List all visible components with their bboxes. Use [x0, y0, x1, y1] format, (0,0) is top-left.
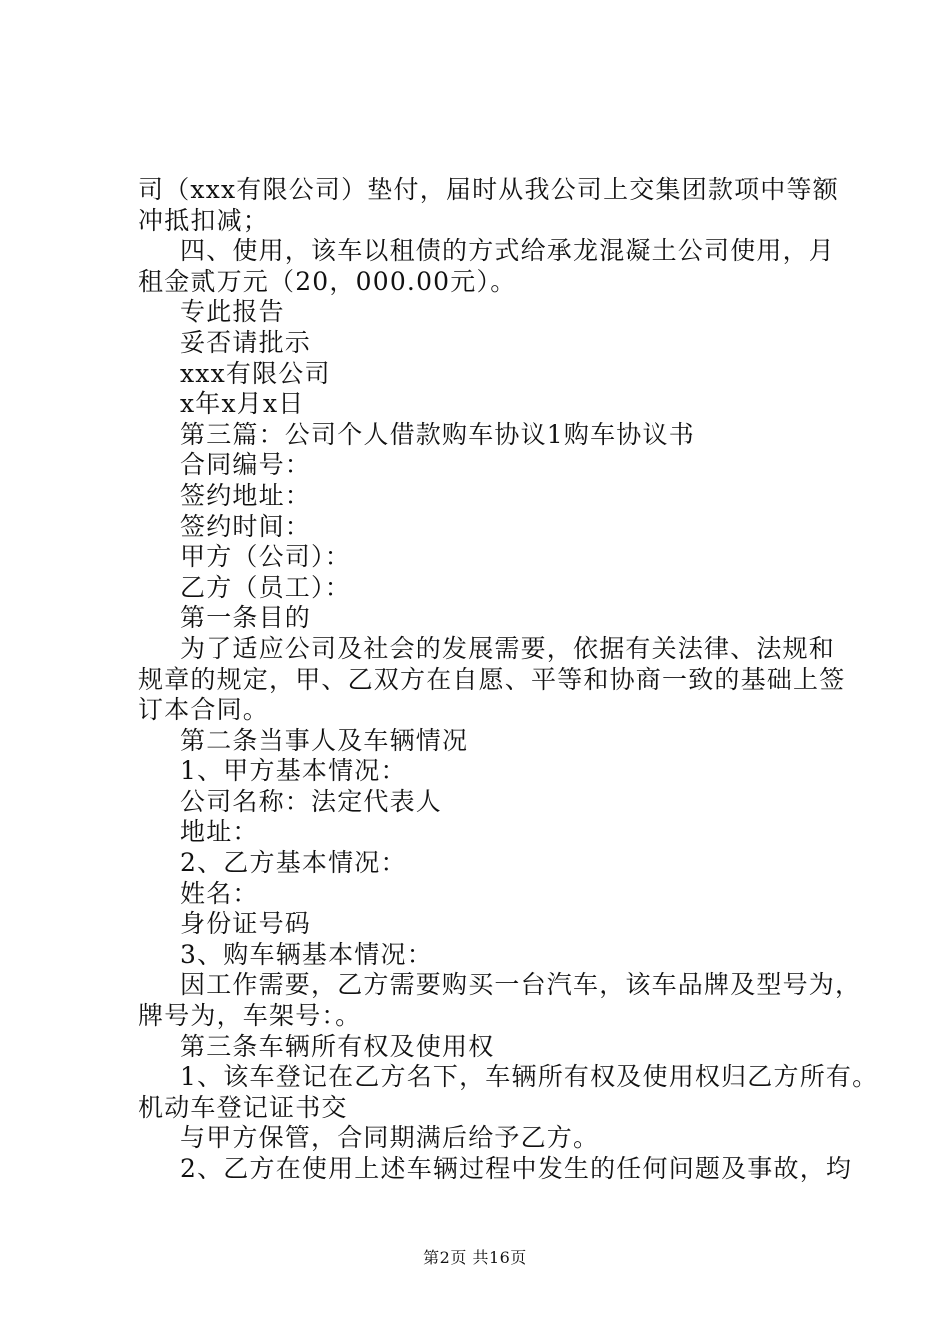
text-line: 租金贰万元（20，000.00元）。	[138, 266, 517, 296]
text-line: 身份证号码	[180, 909, 312, 939]
document-body	[138, 175, 879, 1185]
text-line: 签约时间：	[180, 511, 312, 541]
text-line: 合同编号：	[180, 450, 312, 480]
text-line: 因工作需要，乙方需要购买一台汽车，该车品牌及型号为，	[180, 970, 862, 1000]
text-line: 司（xxx有限公司）垫付，届时从我公司上交集团款项中等额	[138, 175, 839, 204]
text-line: 乙方（员工）：	[180, 572, 351, 602]
text-line: 专此报告	[180, 297, 285, 327]
text-line: 四、使用，该车以租债的方式给承龙混凝土公司使用，月	[180, 236, 836, 266]
text-line: 2、乙方在使用上述车辆过程中发生的任何问题及事故，均	[180, 1154, 853, 1183]
text-line: 第一条目的	[180, 603, 312, 633]
text-line: 冲抵扣减；	[138, 205, 270, 235]
text-line: 1、该车登记在乙方名下，车辆所有权及使用权归乙方所有。	[180, 1062, 879, 1092]
text-line: 牌号为，车架号：。	[138, 1001, 362, 1031]
text-line: 第二条当事人及车辆情况	[180, 725, 469, 755]
text-line: 3、购车辆基本情况：	[180, 939, 433, 969]
text-line: 规章的规定，甲、乙双方在自愿、平等和协商一致的基础上签	[138, 664, 846, 694]
text-line: 2、乙方基本情况：	[180, 848, 407, 878]
text-line: 第三条车辆所有权及使用权	[180, 1031, 495, 1061]
text-line: 甲方（公司）：	[180, 542, 351, 572]
text-line: 第三篇：公司个人借款购车协议1购车协议书	[180, 419, 695, 449]
page-footer: 第2页 共16页	[423, 1248, 527, 1267]
text-line: 为了适应公司及社会的发展需要，依据有关法律、法规和	[180, 633, 836, 663]
text-line: 与甲方保管，合同期满后给予乙方。	[180, 1123, 600, 1153]
text-line: 妥否请批示	[180, 327, 312, 357]
text-line: 公司名称：法定代表人	[180, 786, 443, 816]
text-line: 地址：	[180, 817, 259, 847]
text-line: 机动车登记证书交	[138, 1092, 348, 1122]
text-line: 签约地址：	[180, 480, 312, 510]
text-line: 1、甲方基本情况：	[180, 756, 407, 786]
text-line: x年x月x日	[180, 389, 305, 419]
text-line: 姓名：	[180, 878, 259, 908]
text-line: 订本合同。	[138, 695, 270, 725]
text-line: xxx有限公司	[180, 358, 331, 388]
